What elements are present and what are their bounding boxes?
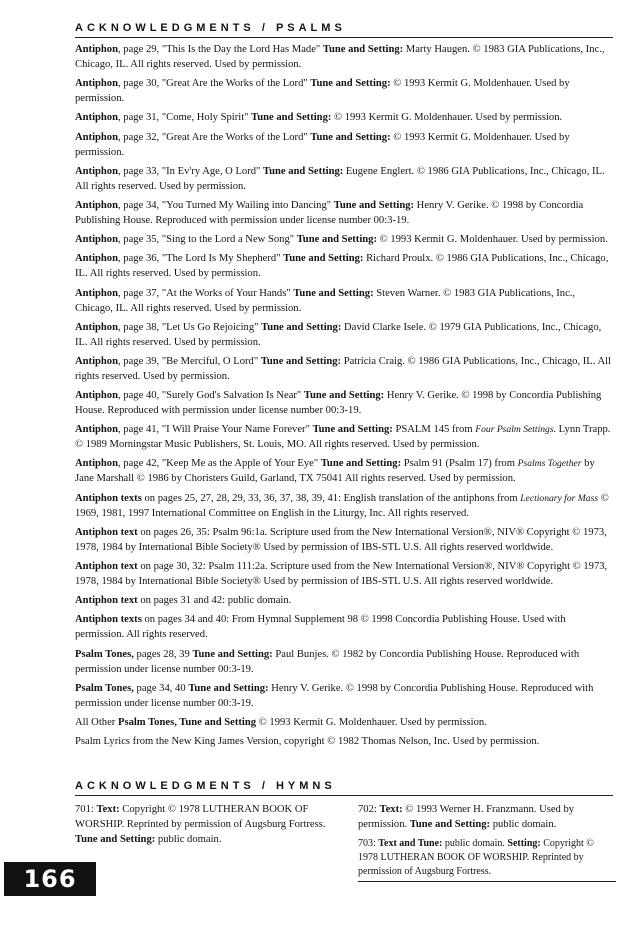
entry-text: page 34, 40 bbox=[133, 682, 189, 694]
acknowledgment-entry bbox=[75, 491, 615, 521]
entry-text: , page 31, "Come, Holy Spirit" bbox=[118, 112, 252, 124]
acknowledgment-entry bbox=[75, 647, 615, 677]
entry-text: 703: bbox=[358, 838, 379, 849]
bold-label: Antiphon texts bbox=[75, 492, 142, 504]
hymns-column-right bbox=[358, 802, 616, 884]
bold-label: Tune and Setting: bbox=[283, 253, 364, 265]
entry-text: , page 38, "Let Us Go Rejoicing" bbox=[118, 321, 262, 333]
entry-text: , page 36, "The Lord Is My Shepherd" bbox=[118, 253, 284, 265]
entry-text: © 1993 Kermit G. Moldenhauer. Used by permission. bbox=[256, 716, 487, 728]
hymn-entry bbox=[75, 802, 343, 847]
bold-label: Antiphon bbox=[75, 112, 118, 124]
section-heading-hymns: ACKNOWLEDGMENTS / HYMNS bbox=[75, 780, 613, 796]
entry-text: , page 37, "At the Works of Your Hands" bbox=[118, 287, 294, 299]
acknowledgment-entry bbox=[75, 593, 615, 608]
entry-text: Copyright © 1978 LUTHERAN BOOK OF WORSHIP. Reprinted by permission of Augsburg Fortress. bbox=[75, 804, 326, 830]
bold-label: Antiphon bbox=[75, 199, 118, 211]
entry-text: Paul Bunjes. © 1982 by Concordia Publishing House. Reproduced with permission under license number 00:3-19. bbox=[75, 648, 580, 675]
acknowledgment-entry bbox=[75, 198, 615, 228]
psalms-acknowledgments-list bbox=[75, 42, 615, 753]
entry-text: Psalm 91 (Psalm 17) from bbox=[401, 458, 518, 470]
entry-text: Henry V. Gerike. © 1998 by Concordia Publishing House. Reproduced with permission under license number 00:3-19. bbox=[75, 682, 594, 709]
italic-title: Psalms Together bbox=[517, 458, 582, 470]
bold-label: Antiphon bbox=[75, 355, 118, 367]
bold-label: Antiphon bbox=[75, 78, 118, 90]
bold-label: Tune and Setting: bbox=[312, 424, 393, 436]
acknowledgment-entry bbox=[75, 681, 615, 711]
italic-title: Lectionary for Mass bbox=[520, 492, 599, 504]
bold-label: Text: bbox=[379, 804, 403, 815]
entry-text: on page 30, 32: Psalm 111:2a. Scripture used from the New International Version®, NIV® Copyright © 1973, 1978, 1984 by International Bible Society® Used by permission of IBS-STL U.S. All rights reserved worldwide. bbox=[75, 561, 608, 587]
acknowledgment-entry bbox=[75, 734, 615, 749]
bold-label: Tune and Setting: bbox=[192, 648, 273, 660]
entry-text: © 1993 Kermit G. Moldenhauer. Used by permission. bbox=[376, 234, 608, 246]
bold-label: Tune and Setting: bbox=[333, 199, 415, 211]
bold-label: Text and Tune: bbox=[378, 838, 443, 849]
entry-text: , page 30, "Great Are the Works of the Lord" bbox=[118, 78, 311, 90]
bold-label: Antiphon bbox=[75, 234, 118, 246]
entry-text: on pages 31 and 42: public domain. bbox=[137, 595, 292, 607]
entry-text: Psalm Lyrics from the New King James Version, copyright © 1982 Thomas Nelson, Inc. Used by permission. bbox=[75, 736, 540, 748]
entry-text: © 1993 Werner H. Franzmann. Used by permission. bbox=[358, 804, 575, 830]
bold-label: Tune and Setting: bbox=[320, 458, 402, 470]
bold-label: Antiphon bbox=[75, 165, 118, 177]
acknowledgment-entry bbox=[75, 354, 615, 384]
acknowledgment-entry bbox=[75, 130, 615, 160]
bold-label: Text: bbox=[96, 804, 120, 815]
column-end-rule bbox=[358, 881, 616, 882]
acknowledgment-entry bbox=[75, 110, 615, 125]
acknowledgment-entry bbox=[75, 525, 615, 555]
acknowledgment-entry bbox=[75, 612, 615, 642]
bold-label: Psalm Tones, bbox=[75, 648, 134, 660]
bold-label: Antiphon bbox=[75, 390, 118, 402]
acknowledgment-entry bbox=[75, 320, 615, 350]
entry-text: , page 40, "Surely God's Salvation Is Near" bbox=[118, 390, 304, 402]
entry-text: Henry V. Gerike. © 1998 by Concordia Publishing House. Reproduced with permission under license number 00:3-19. bbox=[75, 390, 602, 417]
entry-text: on pages 26, 35: Psalm 96:1a. Scripture used from the New International Version®, NIV® Copyright © 1973, 1978, 1984 by International Bible Society® Used by permission of IBS-STL U.S. All rights reserved worldwide. bbox=[75, 526, 607, 553]
entry-text: on pages 34 and 40: From Hymnal Supplement 98 © 1998 Concordia Publishing House. Used with permission. All rights reserved. bbox=[75, 614, 566, 641]
entry-text: , page 34, "You Turned My Wailing into Dancing" bbox=[118, 199, 334, 211]
entry-text: Patricia Craig. © 1986 GIA Publications, Inc., Chicago, IL. All rights reserved. Used by permission. bbox=[75, 355, 611, 382]
entry-text: , page 41, "I Will Praise Your Name Forever" bbox=[118, 424, 313, 436]
entry-text: Copyright © 1978 LUTHERAN BOOK OF WORSHIP. Reprinted by permission of Augsburg Fortress. bbox=[358, 838, 594, 877]
entry-text: Richard Proulx. © 1986 GIA Publications, Inc., Chicago, IL. All rights reserved. Used by permission. bbox=[75, 253, 609, 280]
bold-label: Antiphon bbox=[75, 458, 118, 470]
bold-label: Antiphon text bbox=[75, 526, 138, 538]
bold-label: Tune and Setting: bbox=[261, 321, 342, 333]
acknowledgment-entry bbox=[75, 232, 615, 247]
entry-text: , page 32, "Great Are the Works of the Lord" bbox=[118, 131, 311, 143]
entry-text: © 1993 Kermit G. Moldenhauer. Used by permission. bbox=[75, 78, 570, 105]
acknowledgment-entry bbox=[75, 422, 615, 452]
bold-label: Tune and Setting: bbox=[293, 287, 374, 299]
entry-text: , page 29, "This Is the Day the Lord Has Made" bbox=[118, 44, 323, 55]
section-heading-psalms: ACKNOWLEDGMENTS / PSALMS bbox=[75, 22, 613, 38]
bold-label: Tune and Setting: bbox=[409, 819, 491, 830]
entry-text: Henry V. Gerike. © 1998 by Concordia Publishing House. Reproduced with permission under license number 00:3-19. bbox=[75, 199, 584, 226]
entry-text: © 1993 Kermit G. Moldenhauer. Used by permission. bbox=[331, 112, 563, 124]
acknowledgment-entry bbox=[75, 251, 615, 281]
bold-label: Tune and Setting: bbox=[322, 44, 404, 55]
bold-label: Antiphon bbox=[75, 287, 118, 299]
entry-text: 701: bbox=[75, 804, 97, 815]
bold-label: Antiphon bbox=[75, 44, 118, 55]
entry-text: Steven Warner. © 1983 GIA Publications, Inc., Chicago, IL. All rights reserved. Used by permission. bbox=[75, 287, 576, 314]
acknowledgment-entry bbox=[75, 42, 615, 72]
entry-text: public domain. bbox=[155, 834, 222, 845]
bold-label: Psalm Tones, bbox=[75, 682, 134, 694]
entry-text: public domain. bbox=[442, 838, 508, 849]
bold-label: Tune and Setting: bbox=[303, 390, 385, 402]
bold-label: Antiphon texts bbox=[75, 614, 142, 626]
bold-label: Tune and Setting: bbox=[263, 165, 344, 177]
bold-label: Tune and Setting: bbox=[75, 834, 156, 845]
entry-text: David Clarke Isele. © 1979 GIA Publications, Inc., Chicago, IL. All rights reserved. Used by permission. bbox=[75, 321, 602, 348]
entry-text: Marty Haugen. © 1983 GIA Publications, Inc., Chicago, IL. All rights reserved. Used by permission. bbox=[75, 44, 605, 70]
hymn-entry bbox=[358, 837, 616, 879]
entry-text: by Jane Marshall © 1986 by Choristers Guild, Garland, TX 75041 All rights reserved. Used by permission. bbox=[75, 458, 595, 485]
entry-text: public domain. bbox=[490, 819, 557, 830]
acknowledgment-entry bbox=[75, 164, 615, 194]
entry-text: , page 33, "In Ev'ry Age, O Lord" bbox=[118, 165, 264, 177]
acknowledgment-entry bbox=[75, 76, 615, 106]
bold-label: Tune and Setting: bbox=[260, 355, 342, 367]
entry-text: Lynn Trapp. © 1989 Morningstar Music Publishers, St. Louis, MO. All rights reserved. Used by permission. bbox=[75, 424, 611, 451]
bold-label: Tune and Setting: bbox=[251, 112, 332, 124]
bold-label: Antiphon bbox=[75, 131, 118, 143]
bold-label: Setting: bbox=[507, 838, 541, 849]
entry-text: © 1969, 1981, 1997 International Committee on English in the Liturgy, Inc. All rights reserved. bbox=[75, 492, 609, 519]
bold-label: Antiphon bbox=[75, 321, 118, 333]
bold-label: Antiphon bbox=[75, 253, 118, 265]
bold-label: Tune and Setting: bbox=[310, 131, 391, 143]
italic-title: Four Psalm Settings. bbox=[475, 424, 556, 436]
acknowledgment-entry bbox=[75, 559, 615, 589]
entry-text: 702: bbox=[358, 804, 380, 815]
hymns-column-left bbox=[75, 802, 343, 852]
entry-text: All Other bbox=[75, 716, 118, 728]
acknowledgment-entry bbox=[75, 286, 615, 316]
acknowledgment-entry bbox=[75, 715, 615, 730]
bold-label: Tune and Setting: bbox=[310, 78, 391, 90]
entry-text: , page 35, "Sing to the Lord a New Song" bbox=[118, 234, 297, 246]
entry-text: , page 42, "Keep Me as the Apple of Your Eye" bbox=[118, 458, 321, 470]
bold-label: Tune and Setting: bbox=[188, 682, 269, 694]
page-number-badge: 166 bbox=[4, 862, 96, 896]
bold-label: Tune and Setting: bbox=[296, 234, 377, 246]
bold-label: Antiphon text bbox=[75, 595, 138, 607]
acknowledgment-entry bbox=[75, 388, 615, 418]
entry-text: Eugene Englert. © 1986 GIA Publications, Inc., Chicago, IL. All rights reserved. Used by permission. bbox=[75, 165, 605, 192]
hymn-entry bbox=[358, 802, 616, 832]
entry-text: pages 28, 39 bbox=[133, 648, 193, 660]
entry-text: , page 39, "Be Merciful, O Lord" bbox=[118, 355, 261, 367]
entry-text: PSALM 145 from bbox=[392, 424, 476, 436]
entry-text: © 1993 Kermit G. Moldenhauer. Used by permission. bbox=[75, 131, 570, 158]
entry-text: on pages 25, 27, 28, 29, 33, 36, 37, 38, 39, 41: English translation of the antiphons from bbox=[141, 492, 521, 504]
bold-label: Psalm Tones, Tune and Setting bbox=[117, 716, 257, 728]
acknowledgment-entry bbox=[75, 456, 615, 486]
bold-label: Antiphon text bbox=[75, 561, 138, 572]
bold-label: Antiphon bbox=[75, 424, 118, 436]
